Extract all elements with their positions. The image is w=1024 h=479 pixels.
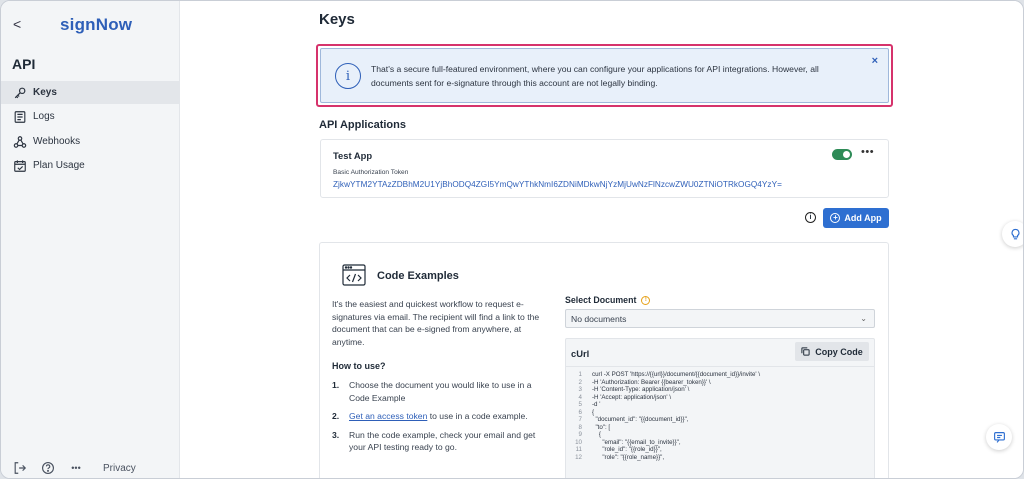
sidebar-item-label: Logs [33,111,55,122]
page-title: Keys [319,11,355,28]
chat-button[interactable] [986,424,1012,450]
add-app-button[interactable] [823,208,889,228]
sidebar-item-logs[interactable] [1,105,180,128]
code-text: -H 'Accept: application/json' \ [592,393,672,401]
code-examples-intro: It's the easiest and quickest workflow to request e-signatures via email. The recipient will find a link to the document that can be e-signed from anywhere, at anytime. [332,299,540,347]
code-text: "document_id": "{{document_id}}", [592,416,689,423]
how-to-steps [332,379,554,460]
add-app-label: Add App [844,213,882,223]
logout-icon[interactable] [13,461,27,475]
code-text: "role_id": "{{role_id}}", [592,446,662,453]
code-line [566,424,874,432]
code-panel-header [566,339,874,367]
app-name: Test App [333,150,373,161]
select-document-label [565,295,650,305]
code-text: "role": "{{role_name}}", [592,453,665,461]
sidebar-item-label: Keys [33,87,57,98]
code-text: -H 'Authorization: Bearer {{bearer_token}}' \ [592,378,711,386]
code-text: -H 'Content-Type: application/json' \ [592,386,690,393]
tips-button[interactable] [1002,221,1024,247]
copy-code-label: Copy Code [815,346,863,357]
info-banner [320,48,889,103]
code-line [566,454,874,462]
code-line [566,409,874,417]
code-text: "to": [ [592,423,611,431]
code-examples-title: Code Examples [377,270,459,282]
step-number: 2. [332,411,340,421]
token-label: Basic Authorization Token [333,169,409,176]
line-number: 9 [578,431,582,438]
line-number: 4 [578,393,582,401]
line-number: 12 [575,453,582,461]
code-text: curl -X POST 'https://{{url}}/document/{{document_id}}/invite' \ [592,371,761,378]
list-item [332,429,554,454]
privacy-link[interactable]: Privacy [103,462,136,474]
code-language: cUrl [571,348,590,359]
code-line [566,446,874,454]
code-text: "email": "{{email_to_invite}}", [592,438,681,446]
how-to-title: How to use? [332,361,386,371]
sidebar-item-plan-usage[interactable] [1,154,180,177]
code-line [566,371,874,379]
code-text: { [592,431,601,438]
step-number: 3. [332,429,340,440]
back-button[interactable]: < [13,16,22,32]
logs-icon [13,110,27,124]
code-line [566,379,874,387]
sidebar [1,1,180,479]
copy-code-button[interactable] [795,342,869,361]
access-token-link[interactable]: Get an access token [349,411,428,421]
banner-message: That's a secure full-featured environment, where you can configure your applications for API integrations. However, all documents sent for e-signature through this account are not legally binding. [371,64,819,88]
code-body[interactable] [566,371,874,461]
sidebar-header [1,1,180,49]
info-icon[interactable]: i [805,212,816,223]
line-number: 3 [578,386,582,393]
list-item [332,410,554,423]
line-number: 5 [578,401,582,408]
sidebar-item-webhooks[interactable] [1,130,180,153]
code-line [566,439,874,447]
code-text: { [592,408,595,416]
code-line [566,386,874,394]
step-text: Choose the document you would like to use in a Code Example [349,380,532,403]
sidebar-item-label: Webhooks [33,136,81,147]
sidebar-item-label: Plan Usage [33,160,85,171]
document-select-value: No documents [571,313,627,324]
step-number: 1. [332,380,340,390]
code-line [566,416,874,424]
code-line [566,401,874,409]
select-document-text: Select Document [565,295,637,305]
line-number: 11 [575,446,582,453]
code-text: -d ' [592,401,601,408]
info-icon: i [335,63,361,89]
sidebar-item-keys[interactable] [1,81,180,104]
main-content [181,1,1024,479]
step-text: Run the code example, check your email and get your API testing ready to go. [349,429,536,452]
code-line [566,394,874,402]
step-text: to use in a code example. [427,411,528,421]
code-panel [565,338,875,479]
api-applications-title: API Applications [319,119,406,131]
sidebar-title: API [12,56,36,72]
key-icon [13,86,27,100]
app-enabled-toggle[interactable] [832,149,852,160]
line-number: 2 [578,378,582,386]
chevron-down-icon: ⌄ [860,314,867,323]
document-select[interactable] [565,309,875,328]
lightbulb-icon [1009,228,1022,241]
plus-circle-icon: + [830,213,840,223]
webhooks-icon [13,135,27,149]
line-number: 8 [578,423,582,431]
app-more-button[interactable]: ••• [861,146,875,158]
chat-icon [993,431,1006,444]
sidebar-footer [1,457,180,479]
warning-icon: ! [641,296,650,305]
line-number: 7 [578,416,582,423]
line-number: 6 [578,408,582,416]
list-item [332,379,554,404]
logo: signNow [60,15,133,34]
close-icon[interactable]: × [871,55,878,67]
token-value[interactable]: ZjkwYTM2YTAzZDBhM2U1YjBhODQ4ZGI5YmQwYThkNmI6ZDNiMDkwNjYzMjUwNzFlNzcwZWU0ZTNiOTRkOGQ4YzY= [333,180,782,189]
line-number: 10 [575,438,582,446]
calendar-check-icon [13,159,27,173]
help-icon[interactable] [41,461,55,475]
line-number: 1 [578,371,582,378]
more-button[interactable]: ••• [71,463,81,473]
app-card [320,139,889,198]
code-line [566,431,874,439]
code-window-icon [342,264,366,286]
code-examples-card [319,242,889,479]
copy-icon [801,347,810,356]
